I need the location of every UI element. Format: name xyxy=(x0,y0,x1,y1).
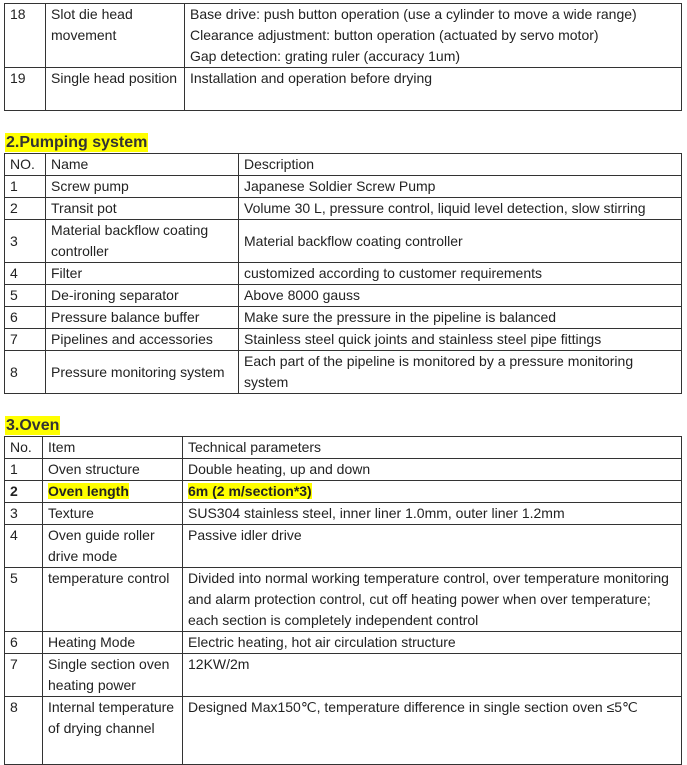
row-description: Each part of the pipeline is monitored by a pressure monitoring system xyxy=(239,351,682,394)
row-item: Oven structure xyxy=(43,459,183,481)
slot-die-table xyxy=(4,3,682,111)
section-heading-pumping: 2.Pumping system xyxy=(6,134,148,151)
row-name: Pressure monitoring system xyxy=(46,351,239,394)
header-name: Name xyxy=(46,154,239,176)
row-item: temperature control xyxy=(43,568,183,632)
row-name: Transit pot xyxy=(46,198,239,220)
row-item: Texture xyxy=(43,503,183,525)
table-row xyxy=(5,220,682,263)
row-number: 4 xyxy=(5,263,46,285)
row-number: 5 xyxy=(5,285,46,307)
table-row xyxy=(5,329,682,351)
description-line: Clearance adjustment: button operation (actuated by servo motor) xyxy=(190,27,599,43)
row-name: Pressure balance buffer xyxy=(46,307,239,329)
row-parameters xyxy=(183,481,682,503)
row-name: Filter xyxy=(46,263,239,285)
oven-table xyxy=(4,436,682,765)
header-item: Item xyxy=(43,437,183,459)
row-parameters: SUS304 stainless steel, inner liner 1.0mm, outer liner 1.2mm xyxy=(183,503,682,525)
row-number: 19 xyxy=(5,68,46,111)
table-row xyxy=(5,503,682,525)
row-description: customized according to customer requirements xyxy=(239,263,682,285)
row-item: Single section oven heating power xyxy=(43,654,183,697)
row-number: 3 xyxy=(5,220,46,263)
row-name: Slot die head movement xyxy=(46,4,185,68)
highlighted-text: 6m (2 m/section*3) xyxy=(188,483,312,499)
table-row xyxy=(5,697,682,765)
row-number: 6 xyxy=(5,307,46,329)
table-header-row xyxy=(5,154,682,176)
table-row xyxy=(5,198,682,220)
row-item: Internal temperature of drying channel xyxy=(43,697,183,765)
row-item: Heating Mode xyxy=(43,632,183,654)
highlighted-text: Oven length xyxy=(48,483,129,499)
row-item xyxy=(43,481,183,503)
row-number: 7 xyxy=(5,329,46,351)
row-number: 1 xyxy=(5,176,46,198)
row-parameters: Double heating, up and down xyxy=(183,459,682,481)
row-number: 2 xyxy=(5,481,43,503)
row-name: De-ironing separator xyxy=(46,285,239,307)
table-row xyxy=(5,525,682,568)
row-parameters: Electric heating, hot air circulation structure xyxy=(183,632,682,654)
row-number: 4 xyxy=(5,525,43,568)
row-description xyxy=(185,68,682,111)
table-row xyxy=(5,632,682,654)
header-parameters: Technical parameters xyxy=(183,437,682,459)
table-row-highlighted xyxy=(5,481,682,503)
row-number: 7 xyxy=(5,654,43,697)
row-description: Stainless steel quick joints and stainless steel pipe fittings xyxy=(239,329,682,351)
row-number: 6 xyxy=(5,632,43,654)
row-description xyxy=(185,4,682,68)
row-parameters: Divided into normal working temperature control, over temperature monitoring and alarm protection control, cut off heating power when over temperature; each section is completely independent control xyxy=(183,568,682,632)
table-row xyxy=(5,68,682,111)
row-number: 8 xyxy=(5,697,43,765)
row-parameters: Designed Max150℃, temperature difference in single section oven ≤5℃ xyxy=(183,697,682,765)
row-number: 18 xyxy=(5,4,46,68)
row-parameters: Passive idler drive xyxy=(183,525,682,568)
row-parameters: 12KW/2m xyxy=(183,654,682,697)
table-header-row xyxy=(5,437,682,459)
row-number: 8 xyxy=(5,351,46,394)
row-description: Volume 30 L, pressure control, liquid level detection, slow stirring xyxy=(239,198,682,220)
table-row xyxy=(5,459,682,481)
table-row xyxy=(5,4,682,68)
row-name: Single head position xyxy=(46,68,185,111)
description-line: Installation and operation before drying xyxy=(190,70,433,86)
description-line: Gap detection: grating ruler (accuracy 1um) xyxy=(190,48,461,64)
table-row xyxy=(5,285,682,307)
row-name: Screw pump xyxy=(46,176,239,198)
header-no: NO. xyxy=(5,154,46,176)
header-description: Description xyxy=(239,154,682,176)
pumping-table xyxy=(4,153,682,394)
table-row xyxy=(5,263,682,285)
row-description: Above 8000 gauss xyxy=(239,285,682,307)
row-name: Pipelines and accessories xyxy=(46,329,239,351)
row-number: 1 xyxy=(5,459,43,481)
section-heading-oven: 3.Oven xyxy=(6,417,60,434)
row-number: 3 xyxy=(5,503,43,525)
row-item: Oven guide roller drive mode xyxy=(43,525,183,568)
row-description: Material backflow coating controller xyxy=(239,220,682,263)
table-row xyxy=(5,176,682,198)
row-description: Japanese Soldier Screw Pump xyxy=(239,176,682,198)
header-no: No. xyxy=(5,437,43,459)
table-row xyxy=(5,351,682,394)
table-row xyxy=(5,654,682,697)
table-row xyxy=(5,307,682,329)
table-row xyxy=(5,568,682,632)
row-number: 2 xyxy=(5,198,46,220)
description-line: Base drive: push button operation (use a cylinder to move a wide range) xyxy=(190,6,637,22)
row-name: Material backflow coating controller xyxy=(46,220,239,263)
row-number: 5 xyxy=(5,568,43,632)
row-description: Make sure the pressure in the pipeline is balanced xyxy=(239,307,682,329)
